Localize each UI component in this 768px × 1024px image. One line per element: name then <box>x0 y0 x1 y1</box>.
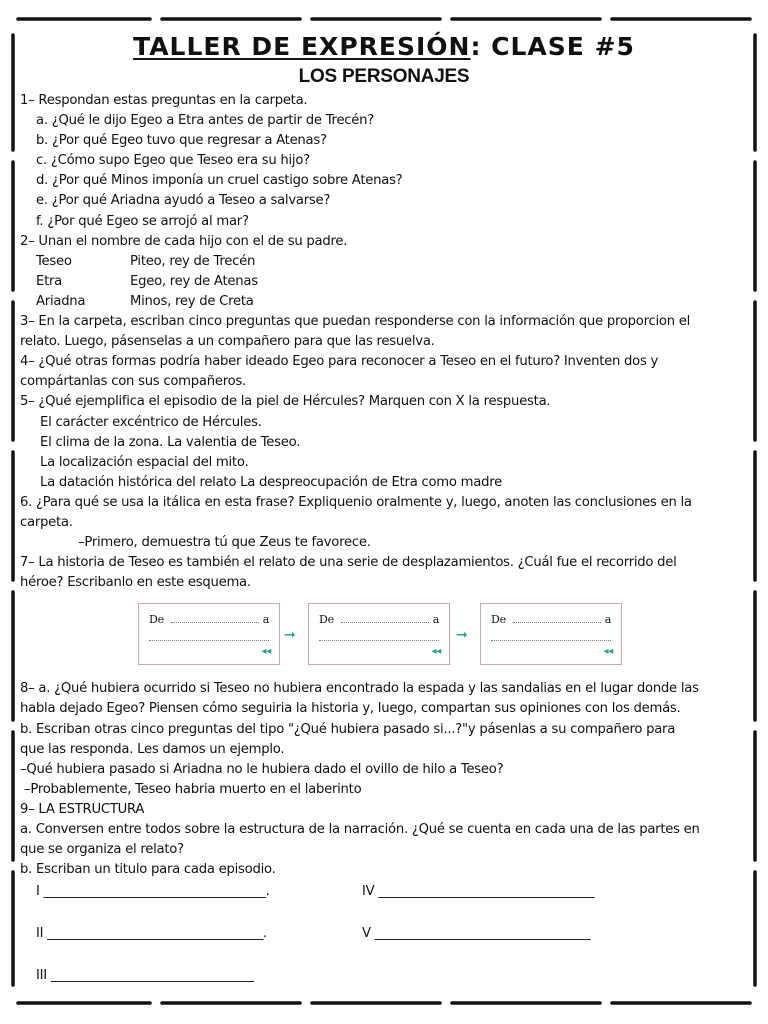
back-arrow-icon: ◂◂ <box>603 646 613 658</box>
q8-line2: habla dejado Egeo? Piensen cómo seguiria la historia y, luego, compartan sus opiniones con los demás. <box>20 701 681 717</box>
q8-line3: b. Escriban otras cinco preguntas del tipo "¿Qué hubiera pasado si...?"y pásenlas a su compañero para <box>20 721 676 737</box>
route-box[interactable] <box>308 603 450 665</box>
q2-parent: Egeo, rey de Atenas <box>130 273 258 289</box>
q7-line2: héroe? Escribanlo en este esquema. <box>20 575 251 591</box>
q2-pair <box>20 272 748 292</box>
page-title <box>20 30 748 64</box>
q1-item-d: d. ¿Por qué Minos imponía un cruel castigo sobre Atenas? <box>36 173 403 189</box>
q9-intro: 9– LA ESTRUCTURA <box>20 801 145 817</box>
q9-line1: a. Conversen entre todos sobre la estructura de la narración. ¿Qué se cuenta en cada una de las partes en <box>20 822 700 837</box>
q5-option: El carácter excéntrico de Hércules. <box>40 414 262 430</box>
q2-pair <box>20 252 748 272</box>
back-arrow-icon: ◂◂ <box>431 646 441 658</box>
page-subtitle: LOS PERSONAJES <box>298 66 470 87</box>
q5-option: La datación histórica del relato La despreocupación de Etra como madre <box>40 474 502 490</box>
q8-line4: que las responda. Les damos un ejemplo. <box>20 741 285 757</box>
episode-title-iv[interactable]: IV __________________________________ <box>362 884 595 900</box>
q9-line3: b. Escriban un titulo para cada episodio. <box>20 862 276 878</box>
back-arrow-icon: ◂◂ <box>261 646 271 658</box>
q8-line5: –Qué hubiera pasado si Ariadna no le hubiera dado el ovillo de hilo a Teseo? <box>20 761 504 777</box>
route-from-blank <box>341 622 429 623</box>
q4-line1: 4– ¿Qué otras formas podría haber ideado Egeo para reconocer a Teseo en el futuro? Inventen dos y <box>20 354 659 370</box>
episode-title-iii[interactable]: III ________________________________ <box>36 968 254 984</box>
q2-intro: 2– Unan el nombre de cada hijo con el de su padre. <box>20 233 348 249</box>
q2-pair <box>20 292 748 312</box>
route-box[interactable] <box>480 603 622 665</box>
route-from-label: De <box>319 613 334 627</box>
q1-item-c: c. ¿Cómo supo Egeo que Teseo era su hijo? <box>36 153 310 169</box>
q5-intro: 5– ¿Qué ejemplifica el episodio de la piel de Hércules? Marquen con X la respuesta. <box>20 394 551 410</box>
q5-option: La localización espacial del mito. <box>40 454 249 470</box>
route-from-blank <box>171 622 259 623</box>
q6-line2: carpeta. <box>20 514 73 530</box>
q2-parent: Piteo, rey de Trecén <box>130 253 256 269</box>
route-to-blank <box>149 640 269 641</box>
worksheet <box>20 30 748 987</box>
route-to-label: a <box>432 613 439 627</box>
route-to-label: a <box>604 613 611 627</box>
route-from-label: De <box>149 613 164 627</box>
q1-intro: 1– Respondan estas preguntas en la carpeta. <box>20 93 308 108</box>
q1-item-e: e. ¿Por qué Ariadna ayudó a Teseo a salvarse? <box>36 193 331 209</box>
route-box[interactable] <box>138 603 280 665</box>
route-to-blank <box>491 640 611 641</box>
episode-titles-row <box>20 966 748 986</box>
q2-child: Teseo <box>36 253 72 269</box>
title-suffix: : CLASE #5 <box>470 32 635 61</box>
route-scheme <box>20 599 748 679</box>
episode-title-ii[interactable]: II __________________________________. <box>36 926 267 942</box>
episode-title-i[interactable]: I ___________________________________. <box>36 884 270 900</box>
q1-item-b: b. ¿Por qué Egeo tuvo que regresar a Atenas? <box>36 133 327 149</box>
q2-parent: Minos, rey de Creta <box>130 293 254 309</box>
q8-line6: –Probablemente, Teseo habria muerto en el laberinto <box>24 781 362 797</box>
q8-line1: 8– a. ¿Qué hubiera ocurrido si Teseo no hubiera encontrado la espada y las sandalias en el lugar donde las <box>20 681 699 697</box>
q4-line2: compártanlas con sus compañeros. <box>20 374 246 390</box>
episode-titles-row <box>20 924 748 944</box>
q9-line2: que se organiza el relato? <box>20 842 184 858</box>
q3-line1: 3– En la carpeta, escriban cinco preguntas que puedan responderse con la información que proporcion el <box>20 314 691 330</box>
q2-child: Etra <box>36 273 63 289</box>
q2-child: Ariadna <box>36 293 86 309</box>
route-from-blank <box>513 622 601 623</box>
route-to-blank <box>319 640 439 641</box>
title-underlined: TALLER DE EXPRESIÓN <box>133 32 471 61</box>
q3-line2: relato. Luego, pásenselas a un compañero para que las resuelva. <box>20 334 435 350</box>
route-from-label: De <box>491 613 506 627</box>
route-to-label: a <box>262 613 269 627</box>
q7-line1: 7– La historia de Teseo es también el relato de una serie de desplazamientos. ¿Cuál fue el recorrido del <box>20 555 677 571</box>
q1-item-a: a. ¿Qué le dijo Egeo a Etra antes de partir de Trecén? <box>36 113 375 129</box>
arrow-right-icon: ➞ <box>456 627 468 644</box>
q6-line1: 6. ¿Para qué se usa la itálica en esta frase? Expliquenio oralmente y, luego, anoten las conclusiones en la <box>20 494 692 510</box>
q1-item-f: f. ¿Por qué Egeo se arrojó al mar? <box>36 213 249 229</box>
episode-title-v[interactable]: V __________________________________ <box>362 926 591 942</box>
arrow-right-icon: ➞ <box>284 627 296 644</box>
q5-option: El clima de la zona. La valentia de Teseo. <box>40 434 301 450</box>
episode-titles-row <box>20 882 748 902</box>
q6-quote: –Primero, demuestra tú que Zeus te favorece. <box>78 535 371 551</box>
